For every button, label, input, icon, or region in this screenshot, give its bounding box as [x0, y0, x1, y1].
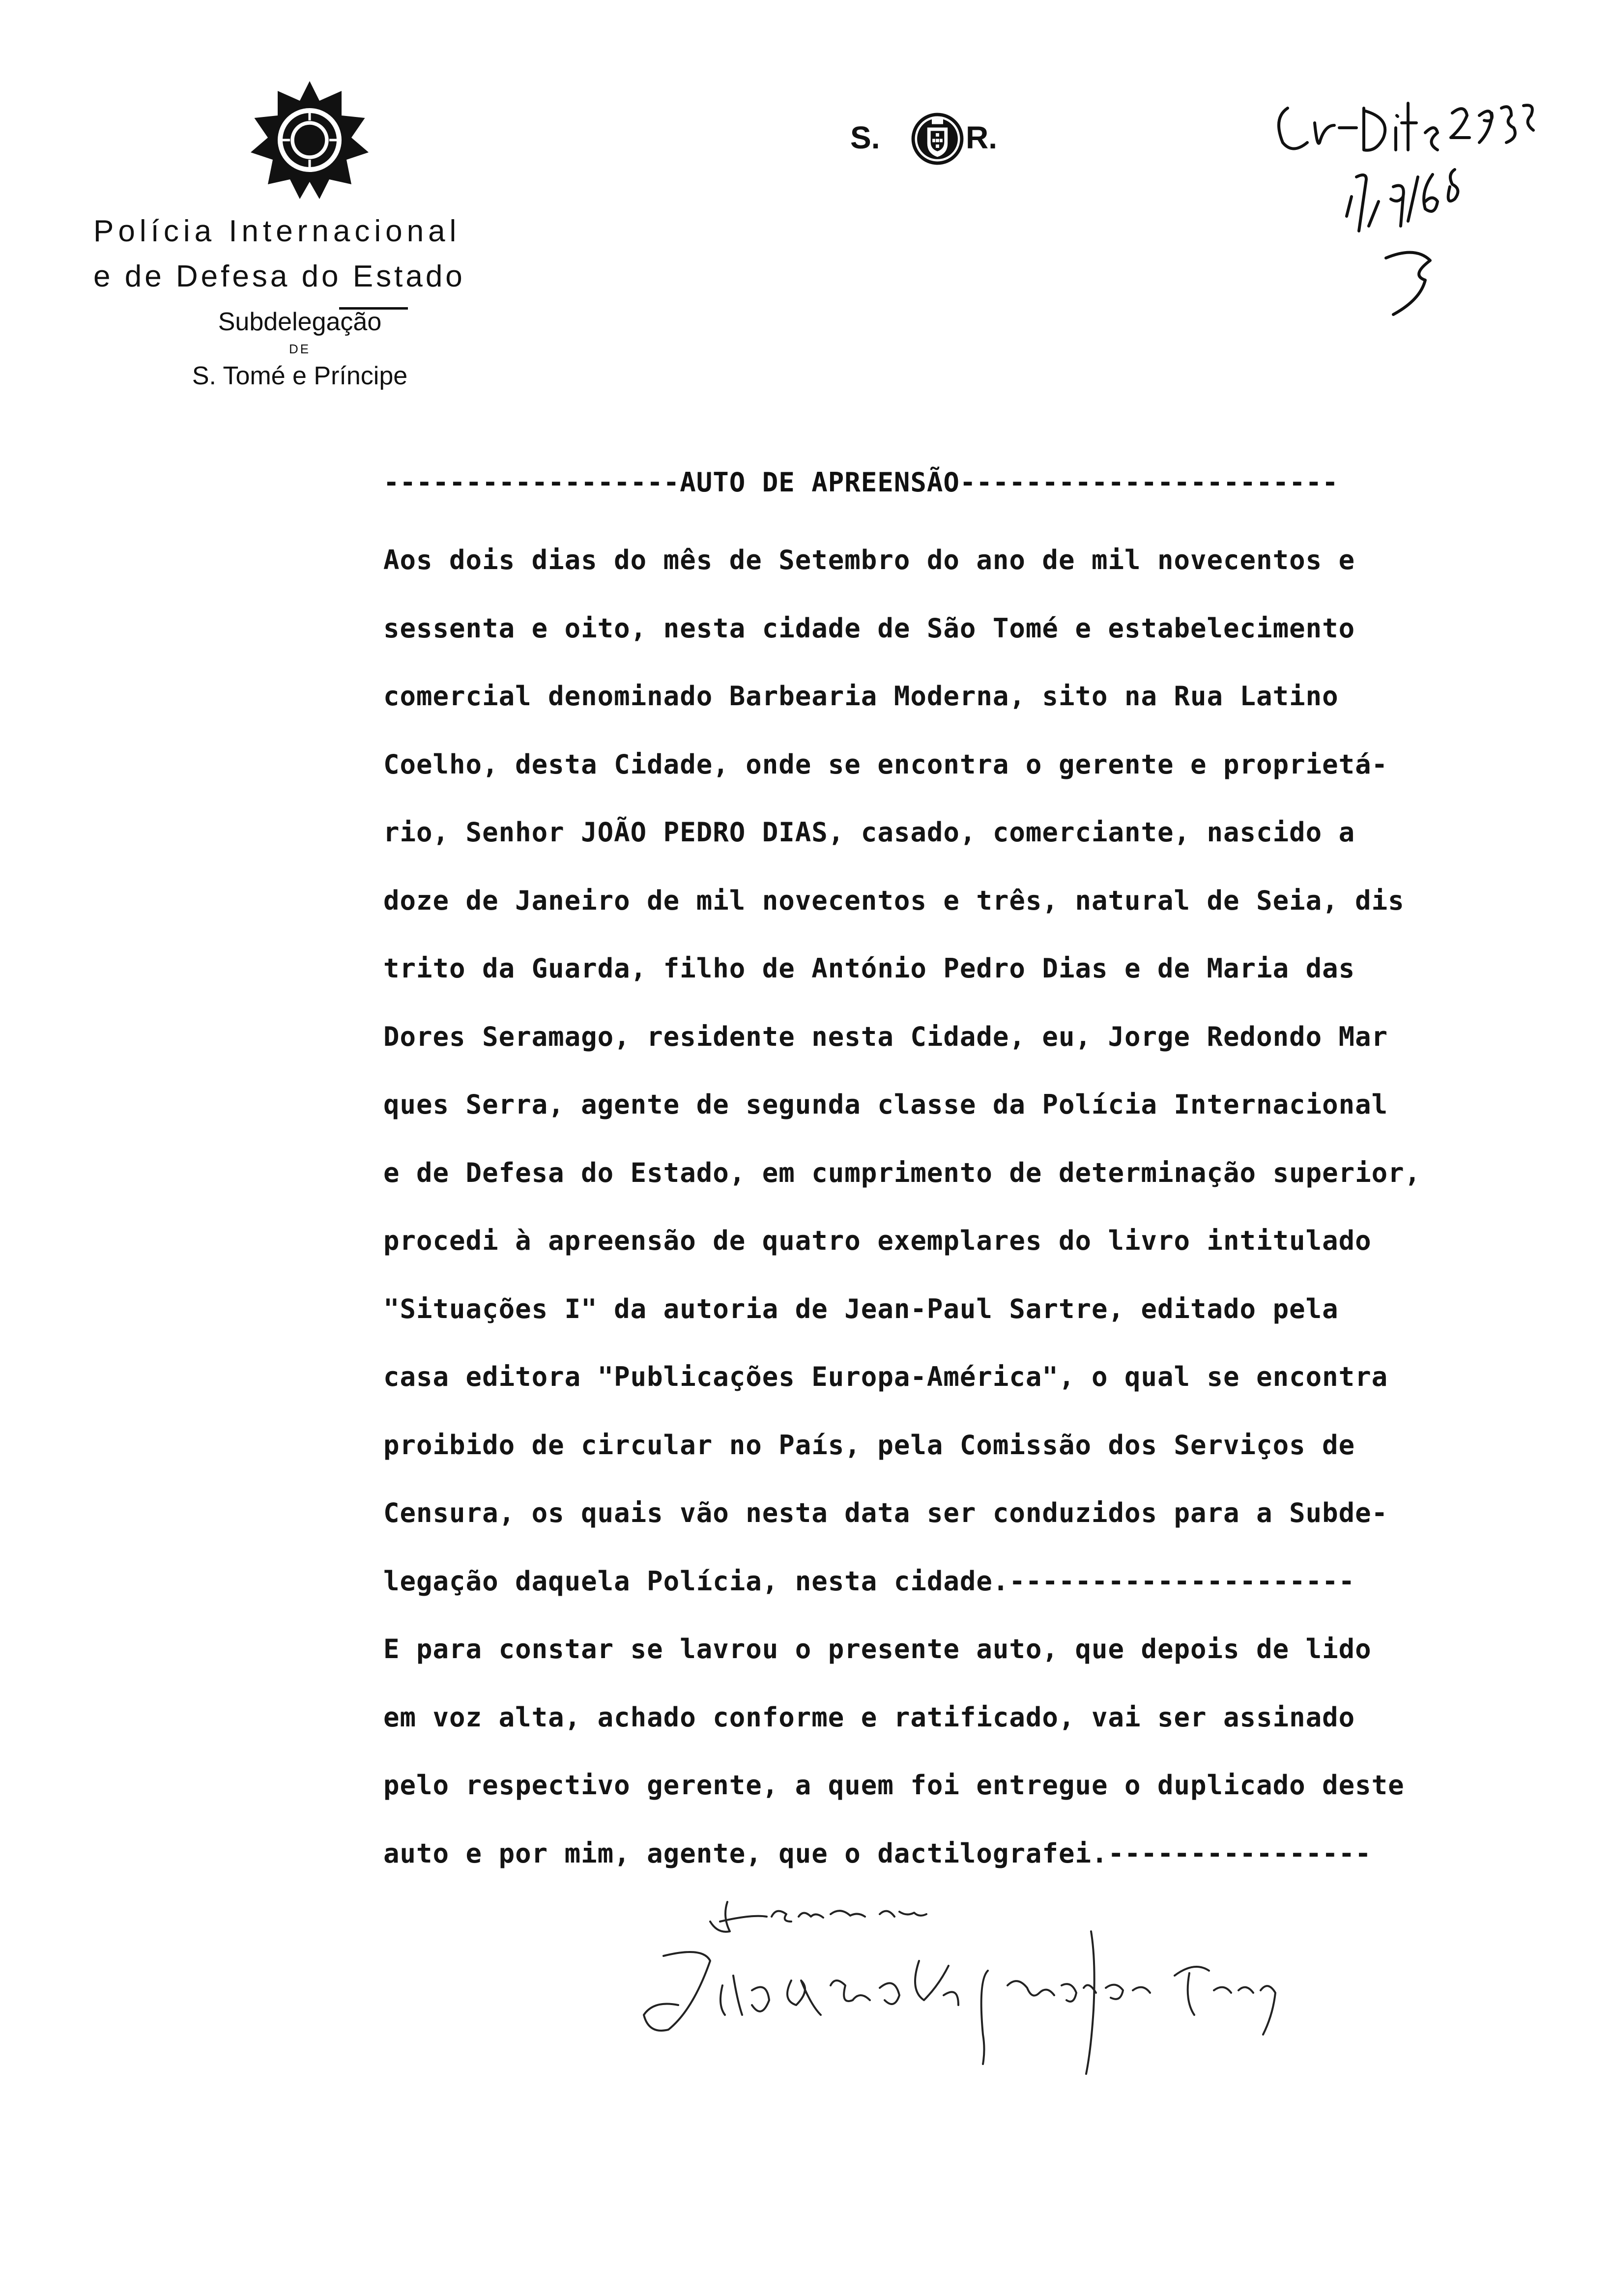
body-line: Coelho, desta Cidade, onde se encontra o gerente e proprietá- — [383, 748, 1388, 780]
body-line: e de Defesa do Estado, em cumprimento de determinação superior, — [383, 1157, 1421, 1188]
body-line: Aos dois dias do mês de Setembro do ano de mil novecentos e — [383, 545, 1355, 575]
handwritten-reference-note — [1268, 69, 1543, 324]
signatures — [604, 1887, 1371, 2084]
subdelegation-label: Subdelegação — [218, 308, 382, 336]
body-line: sessenta e oito, nesta cidade de São Tomé e estabelecimento — [383, 612, 1355, 644]
portuguese-coat-of-arms-icon — [909, 111, 966, 167]
document-title: ------------------AUTO DE APREENSÃO----------------------- — [383, 467, 1339, 498]
sor-mark — [850, 111, 1037, 170]
body-line: trito da Guarda, filho de António Pedro Dias e de Maria das — [383, 953, 1355, 984]
body-line: "Situações I" da autoria de Jean-Paul Sartre, editado pela — [383, 1293, 1339, 1324]
body-line: Censura, os quais vão nesta data ser conduzidos para a Subde- — [383, 1497, 1388, 1528]
body-line: procedi à apreensão de quatro exemplares do livro intitulado — [383, 1225, 1372, 1256]
body-line: pelo respectivo gerente, a quem foi entregue o duplicado deste — [383, 1770, 1405, 1801]
sor-right: R. — [966, 120, 997, 155]
agency-line-1: Polícia Internacional — [93, 214, 461, 248]
body-line: Dores Seramago, residente nesta Cidade, eu, Jorge Redondo Mar — [383, 1021, 1388, 1052]
body-line: ques Serra, agente de segunda classe da Polícia Internacional — [383, 1089, 1388, 1120]
signature-jorge-redondo-marques-serra — [644, 1952, 1275, 2064]
body-line: comercial denominado Barbearia Moderna, sito na Rua Latino — [383, 681, 1339, 712]
subdelegation-block — [162, 305, 437, 393]
subdelegation-of: DE — [288, 342, 311, 356]
agency-name — [93, 209, 536, 299]
body-line: rio, Senhor JOÃO PEDRO DIAS, casado, comerciante, nascido a — [383, 817, 1355, 848]
body-line: em voz alta, achado conforme e ratificado, vai ser assinado — [383, 1701, 1355, 1733]
body-line: auto e por mim, agente, que o dactilografei.---------------- — [383, 1837, 1372, 1869]
body-line: proibido de circular no País, pela Comissão dos Serviços de — [383, 1429, 1355, 1461]
subdelegation-location: S. Tomé e Príncipe — [192, 362, 408, 390]
police-star-emblem-icon — [248, 79, 371, 201]
document-body — [383, 538, 1514, 1899]
signature-joao-pedro-dias — [710, 1902, 926, 1932]
sor-left: S. — [850, 120, 880, 155]
body-line: casa editora "Publicações Europa-América", o qual se encontra — [383, 1361, 1388, 1392]
body-line: E para constar se lavrou o presente auto, que depois de lido — [383, 1634, 1372, 1665]
body-line: doze de Janeiro de mil novecentos e três, natural de Seia, dis — [383, 885, 1405, 916]
agency-line-2: e de Defesa do Estado — [93, 259, 465, 293]
body-line: legação daquela Polícia, nesta cidade.--------------------- — [383, 1565, 1355, 1597]
